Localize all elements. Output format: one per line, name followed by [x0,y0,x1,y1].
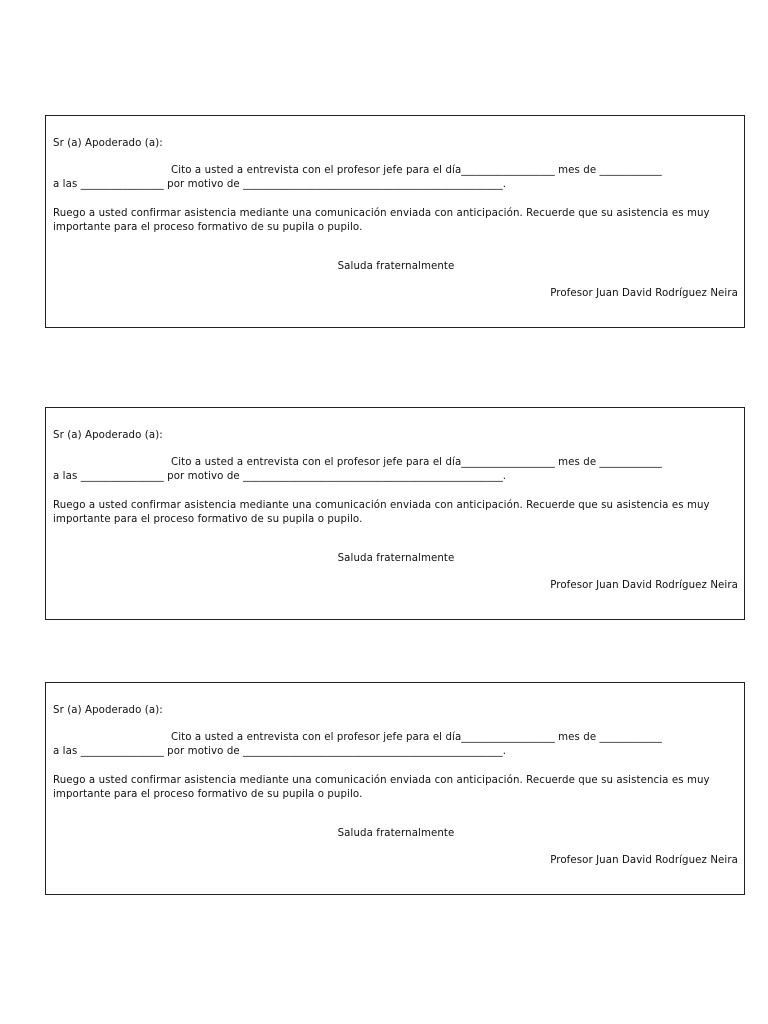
closing: Saluda fraternalmente [337,828,455,839]
greeting: Sr (a) Apoderado (a): [53,138,163,149]
request-paragraph: Ruego a usted confirmar asistencia mediante una comunicación enviada con anticipación. Recuerde que su asistencia es muy importante para el proceso formativo de su pupila o pupilo. [53,500,710,525]
invitation-line-1: Cito a usted a entrevista con el profesor jefe para el día__________________ mes de ____________ [171,732,662,743]
closing: Saluda fraternalmente [337,261,455,272]
request-paragraph: Ruego a usted confirmar asistencia mediante una comunicación enviada con anticipación. Recuerde que su asistencia es muy importante para el proceso formativo de su pupila o pupilo. [53,775,710,800]
signature: Profesor Juan David Rodríguez Neira [550,288,738,299]
invitation-line-1: Cito a usted a entrevista con el profesor jefe para el día__________________ mes de ____________ [171,457,662,468]
citation-slip [45,682,745,895]
invitation-line-2: a las ________________ por motivo de __________________________________________________. [53,471,507,482]
request-paragraph: Ruego a usted confirmar asistencia mediante una comunicación enviada con anticipación. Recuerde que su asistencia es muy importante para el proceso formativo de su pupila o pupilo. [53,208,710,233]
greeting: Sr (a) Apoderado (a): [53,430,163,441]
signature: Profesor Juan David Rodríguez Neira [550,580,738,591]
citation-slip [45,115,745,328]
citation-slip [45,407,745,620]
greeting: Sr (a) Apoderado (a): [53,705,163,716]
invitation-line-2: a las ________________ por motivo de __________________________________________________. [53,746,507,757]
closing: Saluda fraternalmente [337,553,455,564]
invitation-line-1: Cito a usted a entrevista con el profesor jefe para el día__________________ mes de ____________ [171,165,662,176]
signature: Profesor Juan David Rodríguez Neira [550,855,738,866]
invitation-line-2: a las ________________ por motivo de __________________________________________________. [53,179,507,190]
